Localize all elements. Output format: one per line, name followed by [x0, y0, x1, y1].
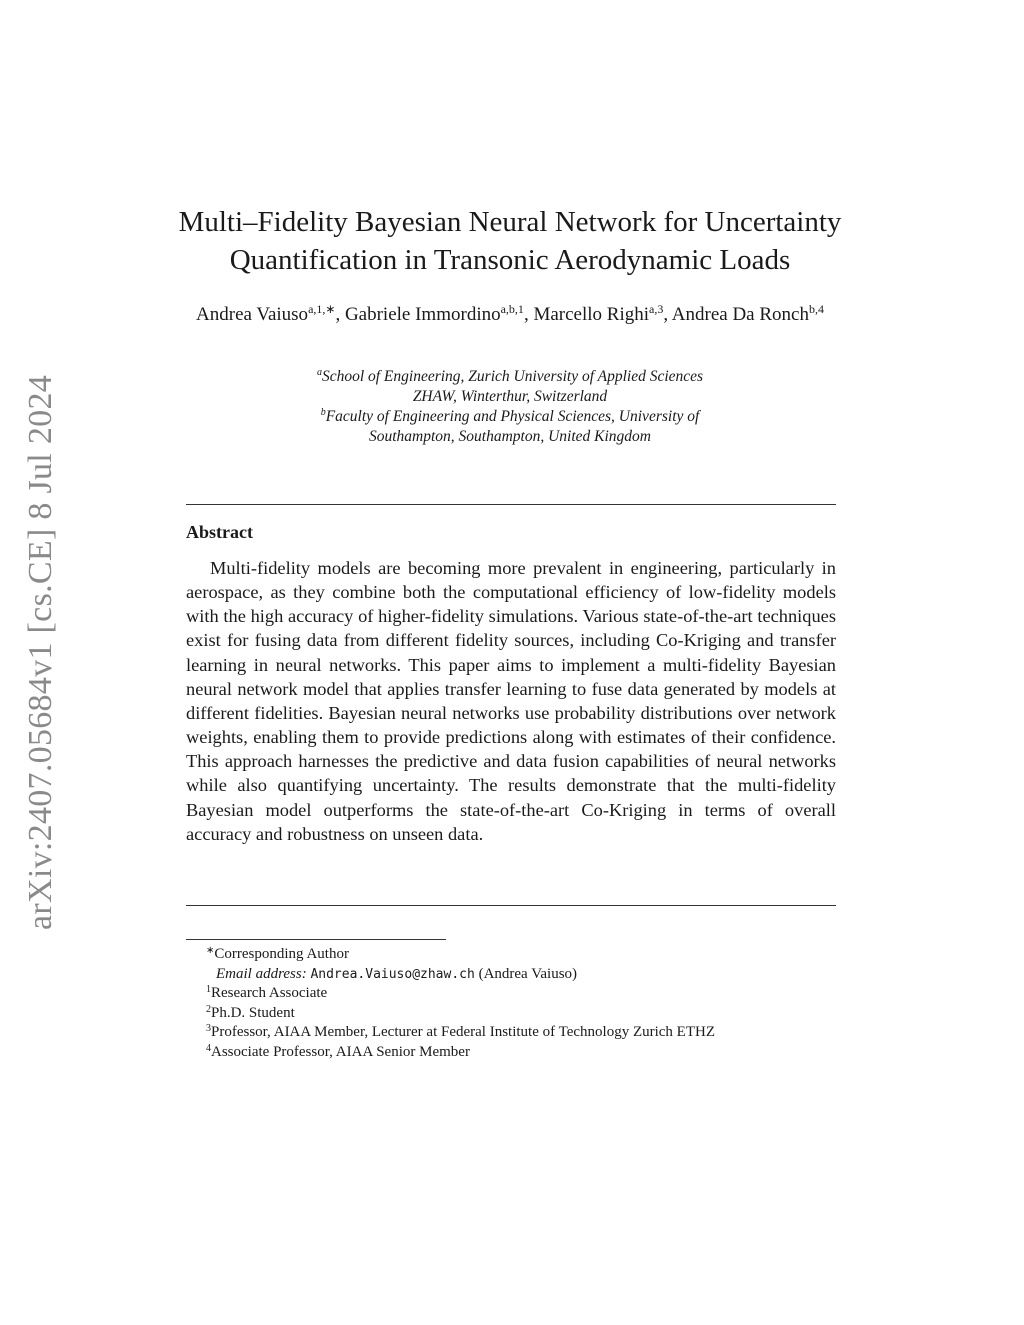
footnote-4: $^4$Associate Professor, AIAA Senior Member: [206, 1042, 470, 1060]
affiliation-a-line-2: ZHAW, Winterthur, Switzerland: [412, 388, 608, 405]
title-line-2: Quantification in Transonic Aerodynamic Loads: [229, 244, 791, 276]
abstract-bottom-rule: [186, 905, 836, 906]
footnote-rule: [186, 939, 446, 940]
abstract-heading: Abstract: [186, 522, 253, 542]
affiliations: [200, 367, 820, 447]
affiliation-b-line-2: Southampton, Southampton, United Kingdom: [368, 428, 651, 445]
affiliation-a: $^a$School of Engineering, Zurich University of Applied Sciences: [316, 367, 704, 385]
arxiv-identifier: arXiv:2407.05684v1 [cs.CE] 8 Jul 2024: [22, 374, 59, 930]
author: Andrea Vaiuso$^{a,1,∗}$,: [196, 302, 345, 325]
author: Gabriele Immordino$^{a,b,1}$,: [344, 302, 534, 325]
abstract-text: Multi-fidelity models are becoming more prevalent in engineering, particularly in aerospace, as they combine both the computational efficiency of low-fidelity models with the high accuracy of higher-fidelity simulations. Various state-of-the-art techniques exist for fusing data from different fidelity sources, including Co-Kriging and transfer learning in neural networks. This paper aims to implement a multi-fidelity Bayesian neural network model that applies transfer learning to fuse data generated by models at different fidelities. Bayesian neural networks use probability distributions over network weights, enabling them to provide predictions along with estimates of their confidence. This approach harnesses the predictive and data fusion capabilities of neural networks while also quantifying uncertainty. The results demonstrate that the multi-fidelity Bayesian model outperforms the state-of-the-art Co-Kriging in terms of overall accuracy and robustness on unseen data.: [186, 558, 836, 844]
footnote-1: $^1$Research Associate: [206, 984, 328, 1002]
footnote-corresponding: ∗Corresponding Author: [206, 945, 349, 962]
footnote-2: $^2$Ph.D. Student: [206, 1003, 295, 1021]
footnote-3: $^3$Professor, AIAA Member, Lecturer at Federal Institute of Technology Zurich ETHZ: [206, 1023, 715, 1041]
author: Marcello Righi$^{a,3}$,: [533, 302, 672, 325]
title-line-1: Multi–Fidelity Bayesian Neural Network for Uncertainty: [178, 206, 842, 238]
email-link[interactable]: Andrea.Vaiuso@zhaw.ch: [310, 966, 475, 982]
footnote-email: Email address: Andrea.Vaiuso@zhaw.ch (Andrea Vaiuso): [216, 965, 578, 982]
author: Andrea Da Ronch$^{b,4}$: [671, 302, 824, 325]
abstract-top-rule: [186, 504, 836, 505]
footnotes: [206, 945, 715, 1063]
affiliation-b: $^b$Faculty of Engineering and Physical Sciences, University of: [320, 407, 700, 425]
paper-title: [160, 203, 860, 279]
author-list: [170, 302, 850, 328]
